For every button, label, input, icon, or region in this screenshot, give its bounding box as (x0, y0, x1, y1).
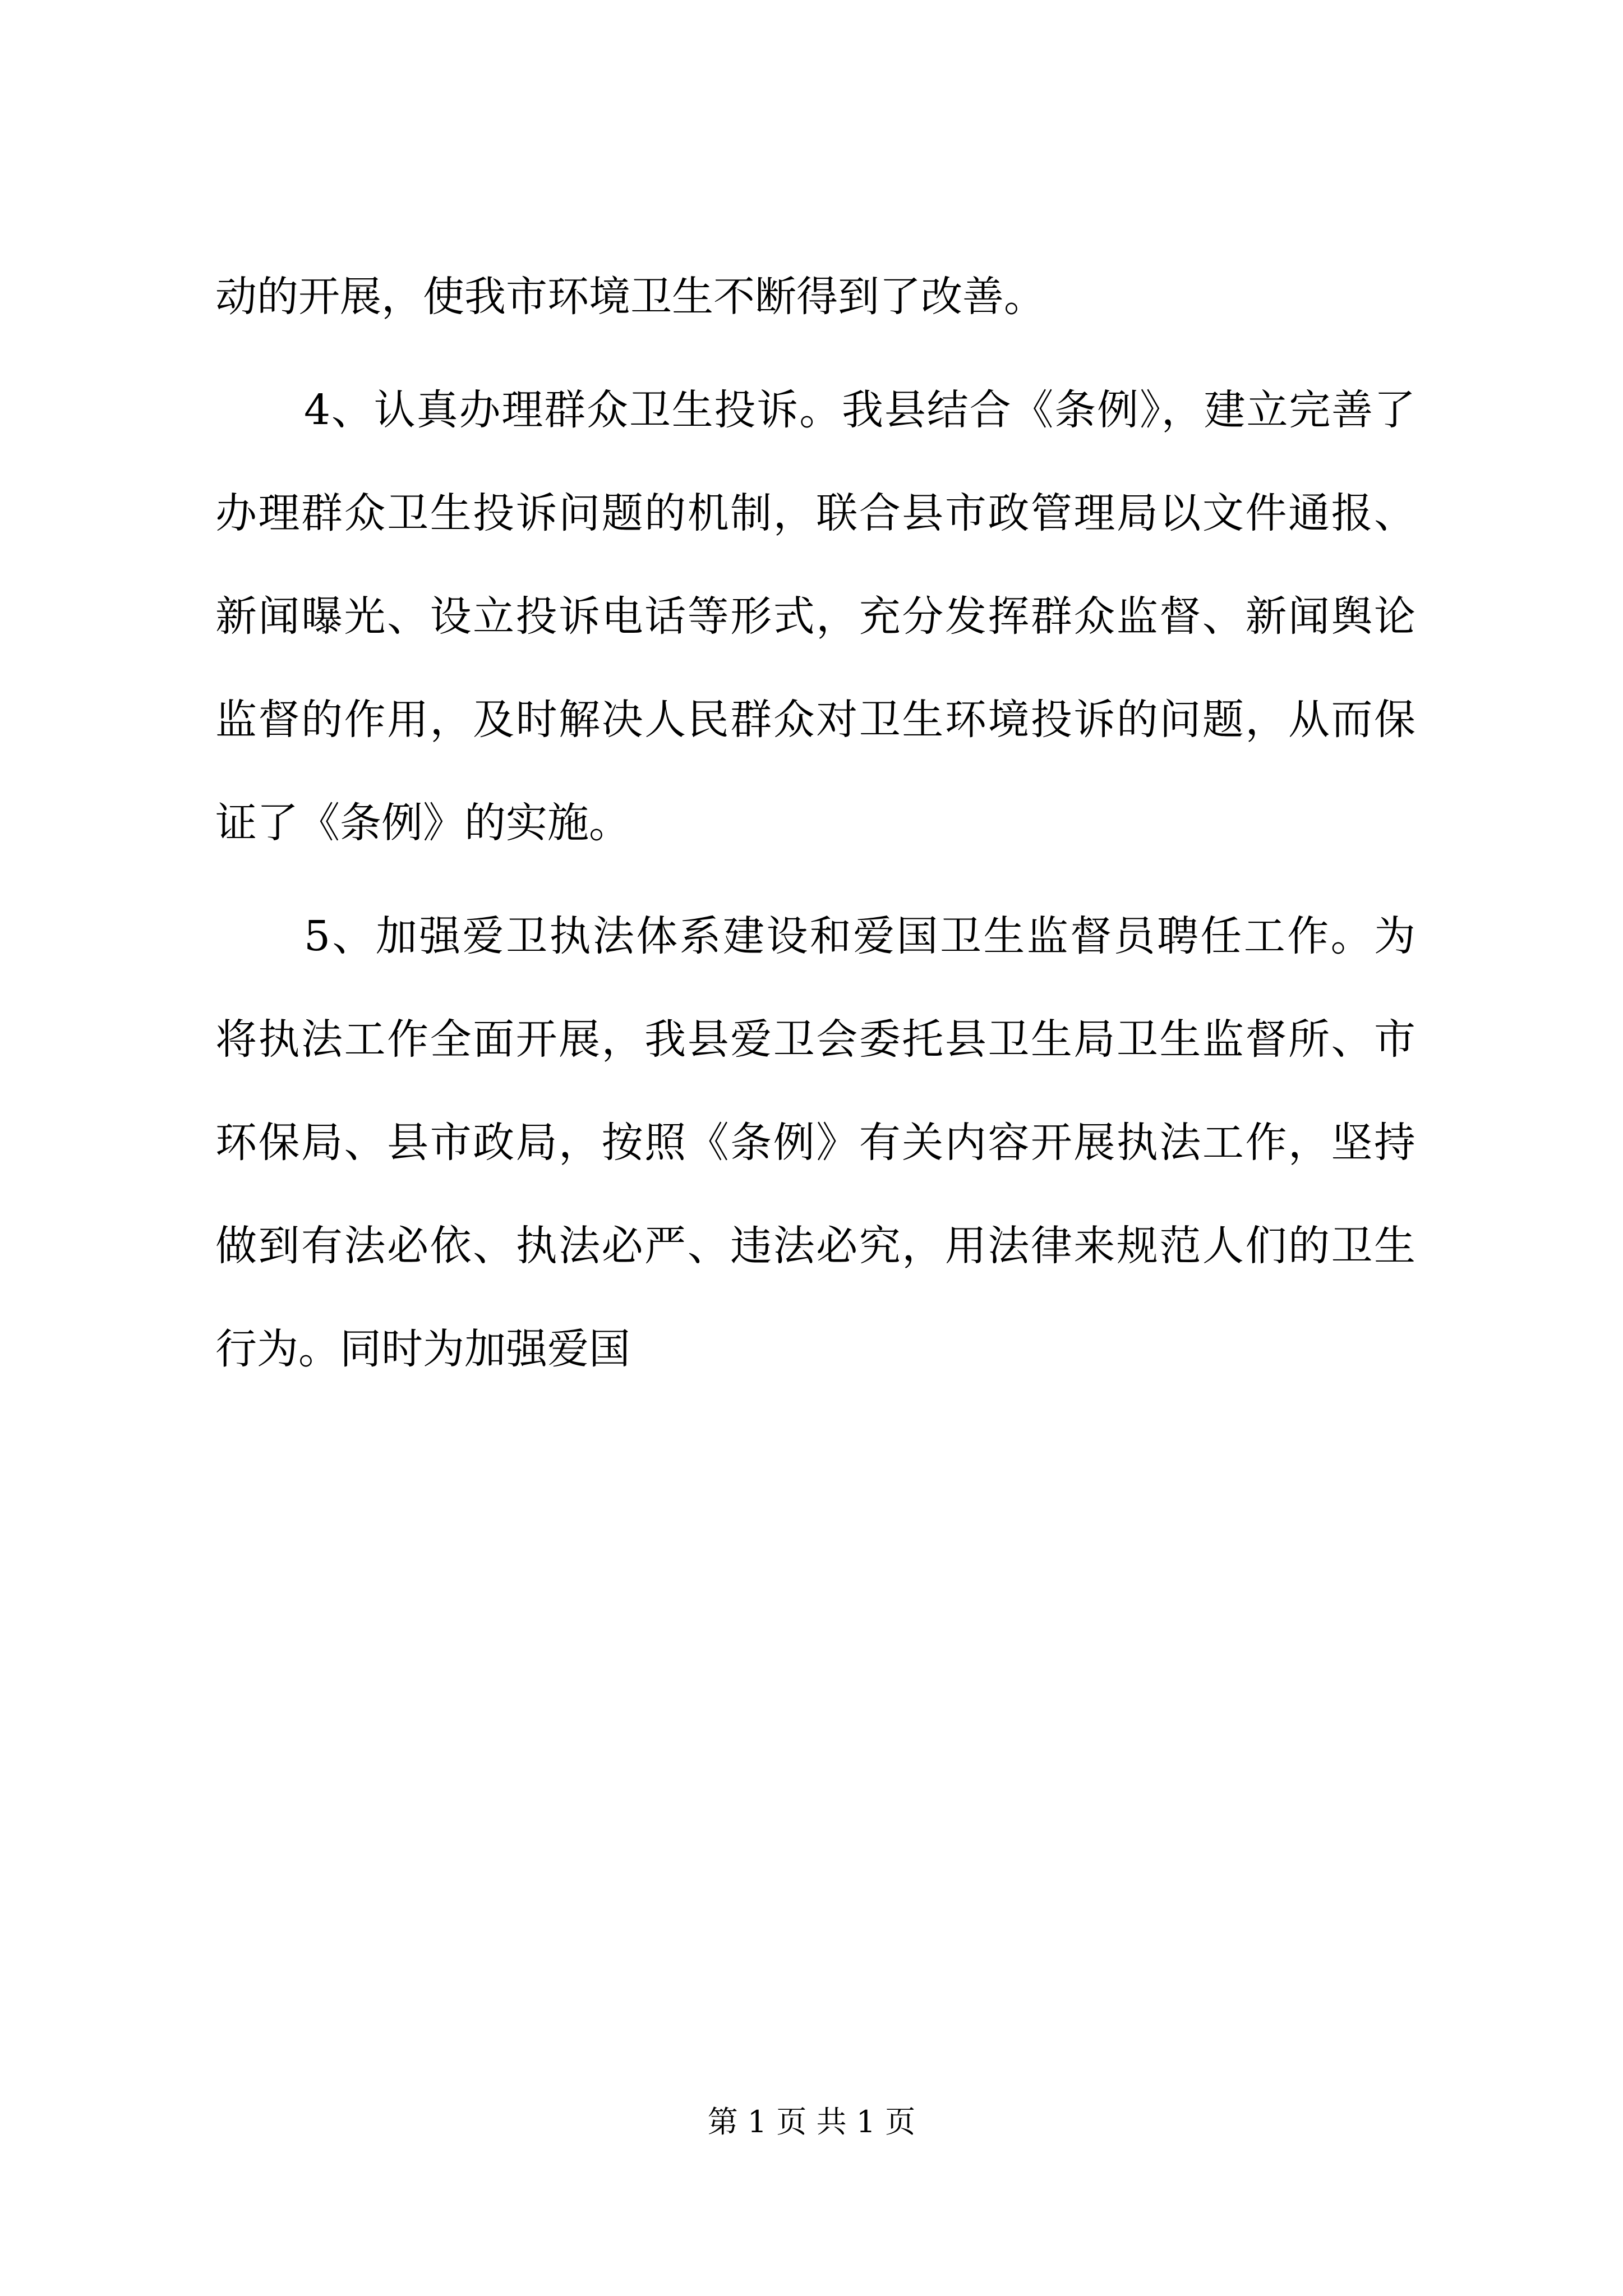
text-line: 将执法工作全面开展，我县爱卫会委托县卫生局卫生监督所、市 (215, 1015, 1415, 1064)
text-line: 行为。同时为加强爱国 (215, 1325, 630, 1373)
text-line: 动的开展，使我市环境卫生不断得到了改善。 (215, 273, 1045, 321)
paragraph-4-first-line: 4、认真办理群众卫生投诉。我县结合《条例》，建立完善了 (304, 386, 1415, 434)
text-line: 环保局、县市政局，按照《条例》有关内容开展执法工作，坚持 (215, 1119, 1415, 1167)
paragraph-5-first-line: 5、加强爱卫执法体系建设和爱国卫生监督员聘任工作。为 (304, 912, 1415, 960)
text-line: 办理群众卫生投诉问题的机制，联合县市政管理局以文件通报、 (215, 489, 1415, 537)
text-line: 监督的作用，及时解决人民群众对卫生环境投诉的问题，从而保 (215, 696, 1415, 744)
text-line: 新闻曝光、设立投诉电话等形式，充分发挥群众监督、新闻舆论 (215, 592, 1415, 641)
page-number-footer: 第 1 页 共 1 页 (707, 2104, 916, 2139)
text-line: 证了《条例》的实施。 (215, 799, 630, 847)
text-line: 做到有法必依、执法必严、违法必究，用法律来规范人们的卫生 (215, 1222, 1415, 1270)
